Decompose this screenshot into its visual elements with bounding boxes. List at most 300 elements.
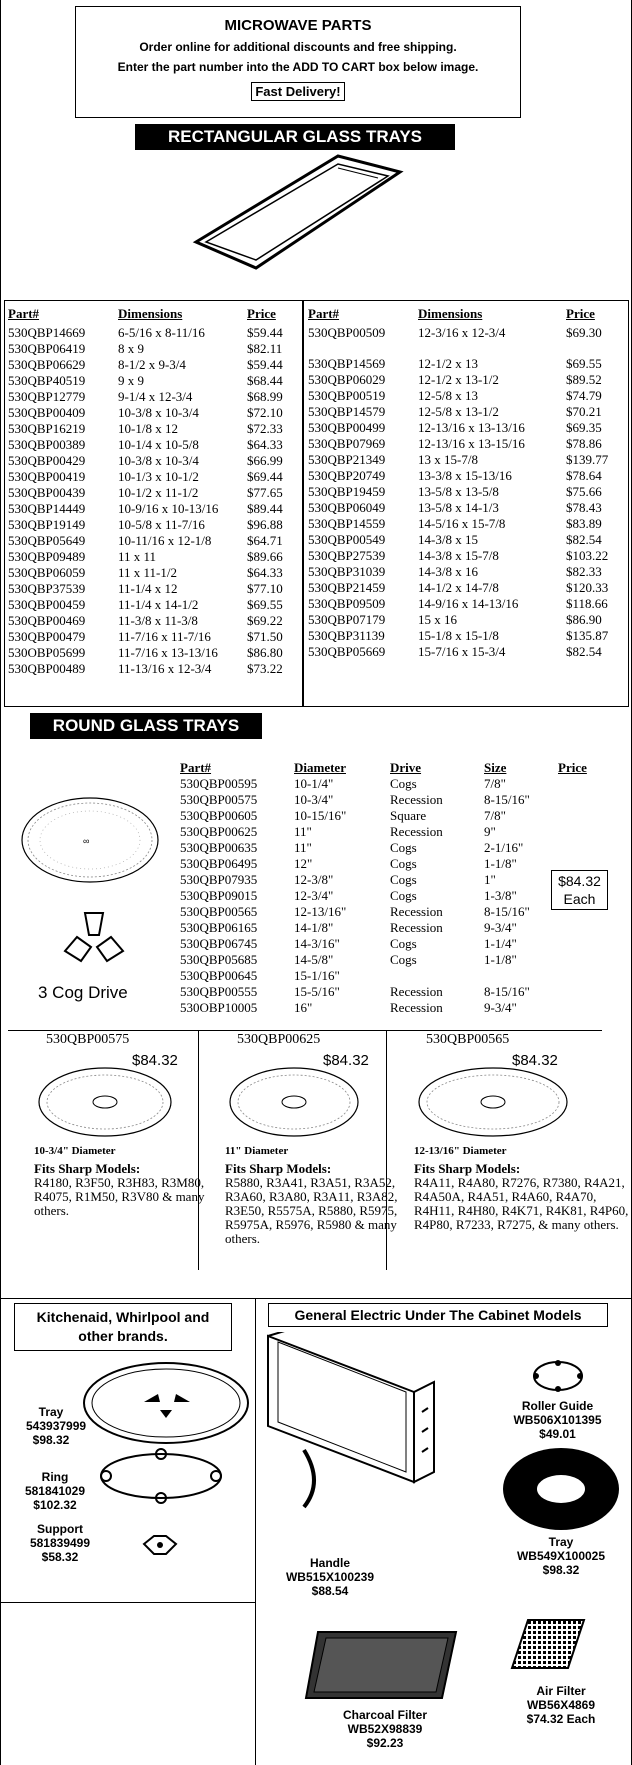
ge-air-price: $74.32 Each [526,1712,596,1726]
table-row [308,420,626,436]
part-number: 530QBP00595 [180,776,258,791]
dimensions: 10-11/16 x 12-1/8 [118,533,212,548]
part-number: 530QBP09509 [308,596,386,612]
part-number: 530QBP09489 [8,549,86,564]
kw-tray-name: Tray [38,1405,64,1419]
kw-ring-part: 581841029 [24,1484,86,1498]
price [566,341,626,356]
price: $69.55 [566,356,602,372]
price: $82.33 [566,564,602,580]
table-row [180,888,608,904]
part-number: 530QBP16219 [8,421,86,436]
part-number [308,341,418,356]
price: $64.33 [247,565,283,580]
table-row [180,776,608,792]
part-number: 530QBP14569 [308,356,386,372]
diameter: 15-5/16" [294,984,340,999]
rect-table-left [8,303,303,677]
col-part: Part# [308,306,340,321]
col-dimensions: Dimensions [418,306,483,321]
price: $86.90 [566,612,602,628]
table-row [8,437,303,453]
part-number: 530QBP19459 [308,484,386,500]
dimensions: 11-3/8 x 11-3/8 [118,613,198,628]
table-row [180,904,608,920]
part-number: 530QBP07179 [308,612,386,628]
dimensions: 10-1/2 x 11-1/2 [118,485,199,500]
table-row [308,468,626,484]
price: $103.22 [566,548,609,564]
dimensions: 12-1/2 x 13 [418,356,478,372]
diameter: 15-1/16" [294,968,340,983]
price-cell [558,824,608,840]
part-number: 530QBP07969 [308,436,386,452]
price: $59.44 [247,325,283,340]
dimensions: 12-1/2 x 13-1/2 [418,372,499,388]
table-row [8,389,303,405]
table-row [180,792,608,808]
part-number: 530QBP00499 [308,420,386,436]
size: 2-1/16" [484,840,524,855]
part-number: 530QBP06745 [180,936,258,951]
card-part-number: 530QBP00565 [426,1032,510,1047]
ge-roller-label [500,1399,615,1441]
part-number: 530QBP00469 [8,613,86,628]
part-number: 530QBP00419 [8,469,86,484]
drive [390,968,484,984]
price: $69.55 [247,597,283,612]
card-fits [34,1162,214,1218]
dimensions: 14-3/8 x 15-7/8 [418,548,499,564]
table-row [180,920,608,936]
round-price: $84.32 [558,873,601,889]
price: $69.22 [247,613,283,628]
price: $75.66 [566,484,602,500]
part-number: 530QBP40519 [8,373,86,388]
dimensions: 8-1/2 x 9-3/4 [118,357,186,372]
header-line-1: Order online for additional discounts and free shipping. [139,40,457,54]
table-row [180,968,608,984]
table-row [8,549,303,565]
ge-tray-name: Tray [548,1535,574,1549]
part-number: 530QBP00645 [180,968,258,983]
drive: Cogs [390,936,417,951]
dimensions: 9 x 9 [118,373,144,388]
dimensions: 15 x 16 [418,612,457,628]
price: $59.44 [247,357,283,372]
dimensions: 12-3/16 x 12-3/4 [418,325,506,340]
three-cog-icon [55,905,135,980]
drive: Square [390,808,427,823]
dimensions: 11-7/16 x 11-7/16 [118,629,211,644]
price: $74.79 [566,388,602,404]
ge-tray-label [500,1535,622,1577]
price-cell [558,920,608,936]
price: $68.44 [247,373,283,388]
part-number: 530OBP05699 [8,645,86,660]
part-number: 530QBP00625 [180,824,258,839]
table-row [308,341,626,356]
part-number: 530QBP00635 [180,840,258,855]
diameter: 11" [294,840,312,855]
size: 1-1/8" [484,856,517,871]
price: $78.86 [566,436,602,452]
ge-charcoal-part: WB52X98839 [347,1722,423,1736]
part-number: 530QBP21459 [308,580,386,596]
diameter: 14-1/8" [294,920,334,935]
price: $70.21 [566,404,602,420]
part-number: 530QBP14669 [8,325,86,340]
col-part: Part# [8,306,40,321]
price-cell [558,936,608,952]
kw-support-label [20,1522,100,1564]
table-row [8,421,303,437]
part-number: 530QBP05649 [8,533,86,548]
size: 1" [484,872,496,887]
ge-handle-price: $88.54 [311,1584,349,1598]
kw-support-price: $58.32 [41,1550,79,1564]
dimensions: 10-3/8 x 10-3/4 [118,453,199,468]
part-number: 530QBP00549 [308,532,386,548]
table-row [8,405,303,421]
card-diameter: 10-3/4" Diameter [34,1145,116,1157]
price: $69.44 [247,469,283,484]
card-tray-image [36,1062,174,1142]
card-divider-1 [198,1030,199,1270]
drive: Cogs [390,776,417,791]
price-cell [558,952,608,968]
card-tray-image [416,1062,570,1142]
ge-roller-name: Roller Guide [521,1399,594,1413]
drive: Cogs [390,888,417,903]
dimensions: 10-1/4 x 10-5/8 [118,437,199,452]
price: $68.99 [247,389,283,404]
table-row [180,936,608,952]
part-number: 530QBP14449 [8,501,86,516]
dimensions: 6-5/16 x 8-11/16 [118,325,205,340]
dimensions: 13-3/8 x 15-13/16 [418,468,512,484]
part-number: 530QBP06029 [308,372,386,388]
price-cell [558,984,608,1000]
size: 1-1/8" [484,952,517,967]
diameter: 12-3/8" [294,872,334,887]
price: $78.43 [566,500,602,516]
dimensions: 11-7/16 x 13-13/16 [118,645,218,660]
part-number: 530QBP00389 [8,437,86,452]
dimensions: 11-1/4 x 12 [118,581,178,596]
size: 8-15/16" [484,984,530,999]
price: $135.87 [566,628,609,644]
ge-roller-part: WB506X101395 [513,1413,602,1427]
table-row [8,629,303,645]
card-part-number: 530QBP00575 [46,1032,130,1047]
part-number: 530QBP00429 [8,453,86,468]
kw-tray-image [80,1358,252,1448]
table-row [308,372,626,388]
left-edge [0,0,1,1765]
header-box [75,6,521,118]
part-number: 530QBP00409 [8,405,86,420]
card-price: $84.32 [132,1052,178,1069]
card-fits [414,1162,629,1232]
table-row [180,808,608,824]
price: $66.99 [247,453,283,468]
price: $77.65 [247,485,283,500]
drive: Cogs [390,840,417,855]
part-number: 530QBP06495 [180,856,258,871]
dimensions: 11-1/4 x 14-1/2 [118,597,199,612]
ge-tray-part: WB549X100025 [516,1549,606,1563]
col-price: Price [558,759,587,775]
size: 8-15/16" [484,792,530,807]
kw-support-image [140,1530,180,1560]
table-row [8,645,303,661]
price: $118.66 [566,596,608,612]
dimensions: 14-1/2 x 14-7/8 [418,580,499,596]
dimensions: 14-9/16 x 14-13/16 [418,596,519,612]
table-row [308,644,626,660]
ge-air-filter-image [508,1616,588,1672]
part-number: 530QBP00439 [8,485,86,500]
ge-title-box: General Electric Under The Cabinet Models [268,1303,608,1327]
price-cell [558,776,608,792]
card-diameter: 12-13/16" Diameter [414,1145,507,1157]
table-row [308,532,626,548]
size [484,968,558,984]
kw-ring-label [20,1470,90,1512]
round-price-box [551,870,608,910]
diameter: 14-3/16" [294,936,340,951]
table-row [8,597,303,613]
dimensions: 10-1/3 x 10-1/2 [118,469,199,484]
cog-caption: 3 Cog Drive [38,983,128,1002]
ge-roller-image [530,1356,586,1396]
kw-title-line-2: other brands. [78,1328,168,1344]
kw-tray-label [26,1405,87,1447]
table-row [180,872,608,888]
card-fits-heading: Fits Sharp Models: [34,1161,141,1176]
table-row [308,436,626,452]
price: $82.11 [247,341,283,356]
dimensions: 15-1/8 x 15-1/8 [418,628,499,644]
size: 1-3/8" [484,888,517,903]
dimensions: 14-5/16 x 15-7/8 [418,516,506,532]
ge-air-name: Air Filter [536,1684,586,1698]
table-row [8,517,303,533]
fast-delivery-badge: Fast Delivery! [251,82,344,101]
table-row [8,341,303,357]
drive: Recession [390,792,443,807]
col-part: Part# [180,759,212,775]
dimensions: 11 x 11 [118,549,157,564]
table-row [308,612,626,628]
dimensions: 12-13/16 x 13-15/16 [418,436,525,452]
part-number: 530QBP09015 [180,888,258,903]
header-line-2: Enter the part number into the ADD TO CART box below image. [117,60,479,74]
drive: Cogs [390,872,417,887]
card-models: R4A11, R4A80, R7276, R7380, R4A21, R4A50A, R4A51, R4A60, R4A70, R4H11, R4H80, R4K71, R4K81, R4P60, R4P80, R7233, R7275, & many others. [414,1175,629,1232]
kw-tray-part: 543937999 [26,1419,87,1433]
dimensions: 11-13/16 x 12-3/4 [118,661,212,676]
table-row [308,484,626,500]
size: 9-3/4" [484,1000,517,1015]
dimensions: 10-1/8 x 12 [118,421,178,436]
kw-ring-image [96,1446,226,1506]
table-row [180,1000,608,1016]
col-dimensions: Dimensions [118,306,183,321]
table-row [8,565,303,581]
price: $73.22 [247,661,283,676]
drive: Recession [390,920,443,935]
kw-ring-price: $102.32 [33,1498,77,1512]
round-tray-image [10,790,160,910]
dimensions: 8 x 9 [118,341,144,356]
table-row [8,453,303,469]
dimensions: 9-1/4 x 12-3/4 [118,389,193,404]
rect-tray-image [188,150,408,275]
table-row [308,564,626,580]
price-cell [558,1000,608,1016]
kw-support-name: Support [37,1522,83,1536]
ge-air-filter-label [500,1684,622,1726]
dimensions: 12-5/8 x 13-1/2 [418,404,499,420]
part-number: 530QBP00575 [180,792,258,807]
drive: Recession [390,904,443,919]
kw-title-line-1: Kitchenaid, Whirlpool and [36,1309,210,1325]
price: $89.52 [566,372,602,388]
diameter: 16" [294,1000,313,1015]
size: 7/8" [484,776,506,791]
price: $71.50 [247,629,283,644]
price-cell [558,808,608,824]
card-tray-image [227,1062,361,1142]
card-price: $84.32 [512,1052,558,1069]
table-row [180,856,608,872]
ge-handle-label [270,1556,390,1598]
part-number: 530QBP06629 [8,357,86,372]
ge-charcoal-name: Charcoal Filter [342,1708,428,1722]
card-diameter: 11" Diameter [225,1145,289,1157]
kw-bottom-rule [0,1602,255,1603]
ge-handle-part: WB515X100239 [285,1570,375,1584]
ge-charcoal-price: $92.23 [366,1736,404,1750]
table-row [8,533,303,549]
price: $83.89 [566,516,602,532]
kw-ring-name: Ring [41,1470,69,1484]
ge-charcoal-label [310,1708,460,1750]
price: $69.30 [566,325,602,340]
rect-banner: RECTANGULAR GLASS TRAYS [135,124,455,150]
part-number: 530QBP37539 [8,581,86,596]
price-cell [558,840,608,856]
diameter: 10-1/4" [294,776,334,791]
table-row [180,984,608,1000]
kw-support-part: 581839499 [29,1536,91,1550]
table-row [8,581,303,597]
price: $120.33 [566,580,609,596]
table-row [308,388,626,404]
part-number: 530QBP00519 [308,388,386,404]
price-cell [558,792,608,808]
part-number: 530QBP31139 [308,628,385,644]
dimensions: 10-5/8 x 11-7/16 [118,517,205,532]
card-price: $84.32 [323,1052,369,1069]
drive: Recession [390,1000,443,1015]
dimensions: 13 x 15-7/8 [418,452,478,468]
round-table [180,759,608,1016]
dimensions: 12-13/16 x 13-13/16 [418,420,525,436]
table-row [308,500,626,516]
dimensions: 12-5/8 x 13 [418,388,478,404]
diameter: 14-5/8" [294,952,334,967]
price: $69.35 [566,420,602,436]
part-number: 530QBP05669 [308,644,386,660]
price: $86.80 [247,645,283,660]
card-fits-heading: Fits Sharp Models: [225,1161,332,1176]
table-row [180,952,608,968]
part-number: 530QBP06049 [308,500,386,516]
size: 9" [484,824,496,839]
round-price-unit: Each [563,891,596,907]
table-row [308,628,626,644]
price: $89.44 [247,501,283,516]
ge-handle-name: Handle [309,1556,350,1570]
part-number: 530QBP00509 [308,325,386,340]
ge-microwave-image [264,1332,464,1512]
size: 8-15/16" [484,904,530,919]
size: 1-1/4" [484,936,517,951]
part-number: 530QBP00459 [8,597,86,612]
table-row [308,548,626,564]
dimensions: 13-5/8 x 13-5/8 [418,484,499,500]
part-number: 530QBP21349 [308,452,386,468]
page-title: MICROWAVE PARTS [224,17,372,34]
card-models: R4180, R3F50, R3H83, R3M80, R4075, R1M50, R3V80 & many others. [34,1175,205,1218]
dimensions: 10-9/16 x 10-13/16 [118,501,219,516]
col-size: Size [484,759,507,775]
kw-title-box [14,1303,232,1351]
card-fits [225,1162,403,1246]
size: 7/8" [484,808,506,823]
part-number: 530QBP00479 [8,629,86,644]
diameter: 10-3/4" [294,792,334,807]
col-diameter: Diameter [294,759,346,775]
dimensions: 14-3/8 x 15 [418,532,478,548]
price: $77.10 [247,581,283,596]
diameter: 12-3/4" [294,888,334,903]
table-row [8,485,303,501]
price: $89.66 [247,549,283,564]
part-number: 530OBP10005 [180,1000,258,1015]
dimensions: 14-3/8 x 16 [418,564,478,580]
round-banner: ROUND GLASS TRAYS [30,713,262,739]
part-number: 530QBP27539 [308,548,386,564]
part-number: 530QBP00565 [180,904,258,919]
table-row [8,469,303,485]
drive: Recession [390,984,443,999]
drive: Cogs [390,856,417,871]
part-number: 530QBP19149 [8,517,86,532]
diameter: 11" [294,824,312,839]
col-drive: Drive [390,759,422,775]
price: $64.33 [247,437,283,452]
price: $72.10 [247,405,283,420]
dimensions: 11 x 11-1/2 [118,565,177,580]
part-number: 530QBP06059 [8,565,86,580]
ge-tray-price: $98.32 [542,1563,580,1577]
price: $64.71 [247,533,283,548]
bottom-divider [255,1298,256,1765]
